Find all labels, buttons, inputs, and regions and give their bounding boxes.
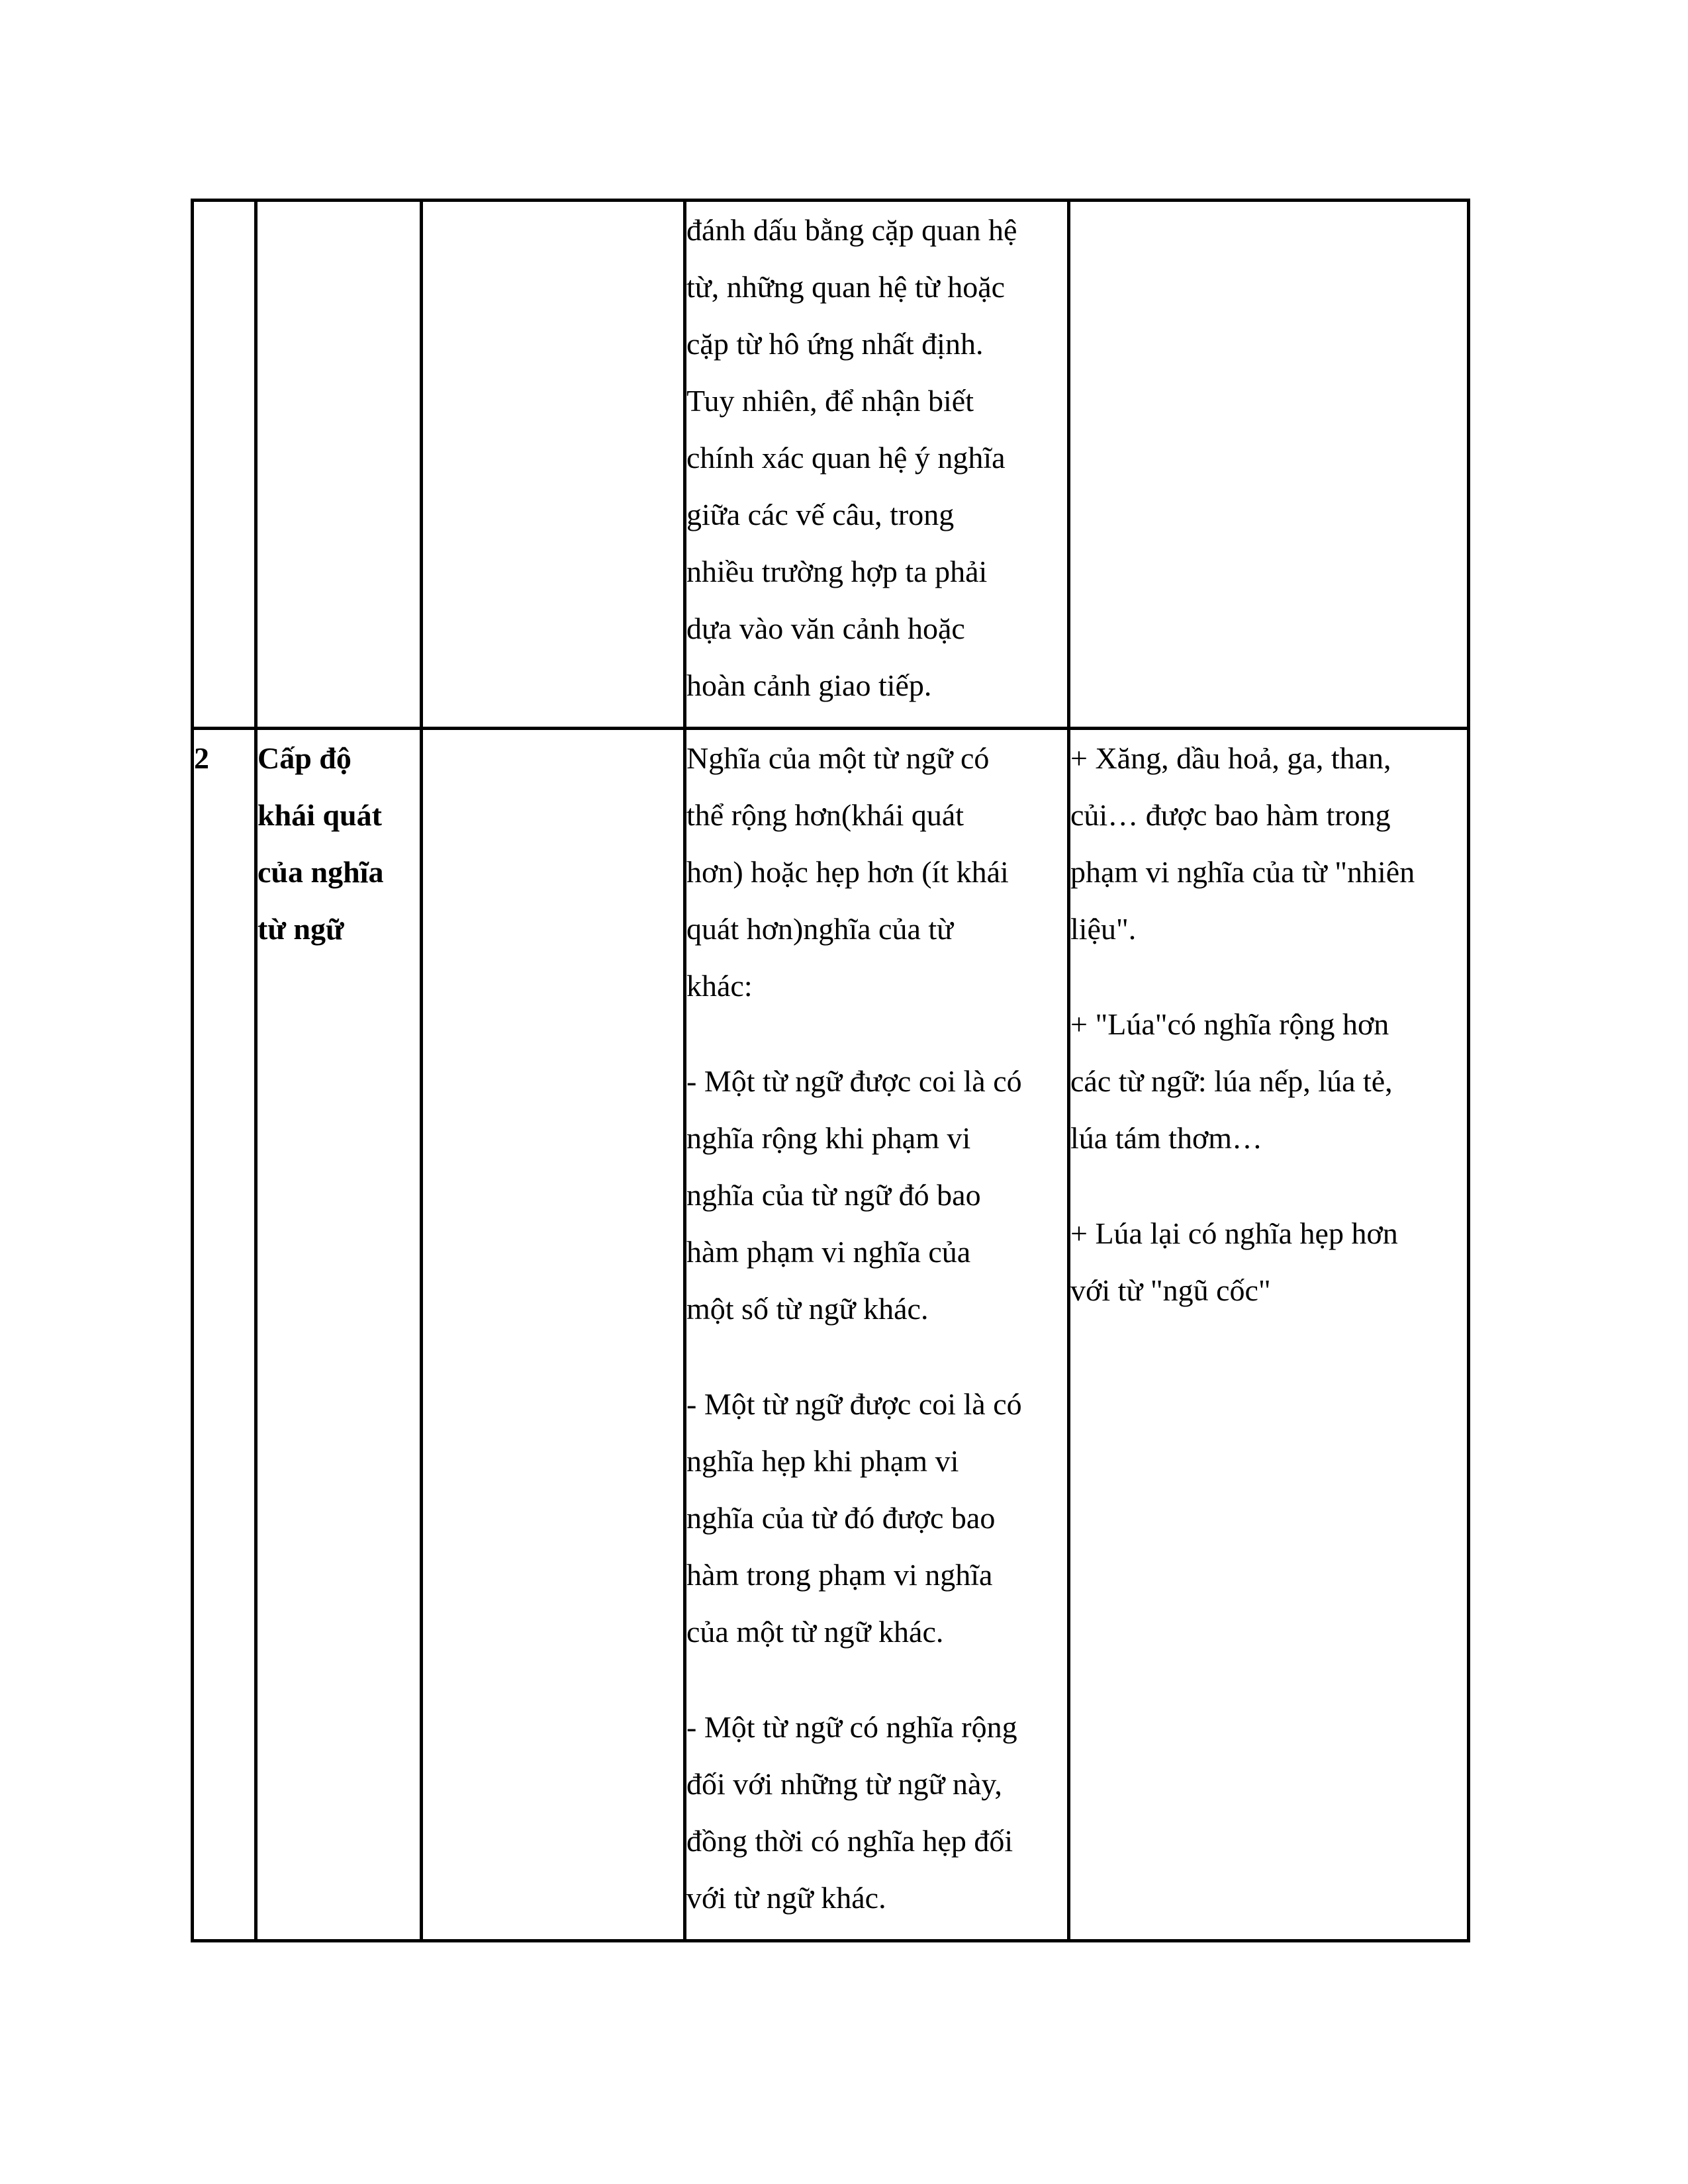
text-line: + "Lúa"có nghĩa rộng hơn bbox=[1070, 1007, 1389, 1041]
text-line: phạm vi nghĩa của từ "nhiên bbox=[1070, 855, 1415, 889]
text-line: cặp từ hô ứng nhất định. bbox=[686, 327, 984, 361]
text-line: thể rộng hơn(khái quát bbox=[686, 798, 964, 832]
text-line: dựa vào văn cảnh hoặc bbox=[686, 612, 965, 645]
text-line: với từ ngữ khác. bbox=[686, 1881, 886, 1915]
number-cell bbox=[193, 729, 256, 1941]
text-line: các từ ngữ: lúa nếp, lúa tẻ, bbox=[1070, 1064, 1393, 1098]
text-line: nghĩa của từ ngữ đó bao bbox=[686, 1178, 981, 1212]
term-cell bbox=[256, 729, 422, 1941]
text-line: một số từ ngữ khác. bbox=[686, 1292, 929, 1326]
text-line: hàm phạm vi nghĩa của bbox=[686, 1235, 971, 1269]
text-line: của một từ ngữ khác. bbox=[686, 1615, 944, 1649]
text-line: nghĩa rộng khi phạm vi bbox=[686, 1121, 971, 1155]
text-line: đồng thời có nghĩa hẹp đối bbox=[686, 1824, 1013, 1858]
example-cell bbox=[1069, 729, 1469, 1941]
blank-cell bbox=[422, 729, 685, 1941]
text-line: giữa các vế câu, trong bbox=[686, 498, 955, 531]
text-line: với từ "ngũ cốc" bbox=[1070, 1273, 1271, 1307]
text-line: đánh dấu bằng cặp quan hệ bbox=[686, 213, 1017, 247]
text-line: liệu". bbox=[1070, 912, 1137, 946]
text-line: hàm trong phạm vi nghĩa bbox=[686, 1558, 993, 1592]
text-line: + Lúa lại có nghĩa hẹp hơn bbox=[1070, 1216, 1398, 1250]
text-line: nghĩa hẹp khi phạm vi bbox=[686, 1444, 959, 1478]
text-line: Tuy nhiên, để nhận biết bbox=[686, 384, 974, 418]
term-line: Cấp độ bbox=[258, 741, 352, 775]
blank-cell bbox=[422, 201, 685, 729]
text-line: củi… được bao hàm trong bbox=[1070, 798, 1391, 832]
text-line: - Một từ ngữ được coi là có bbox=[686, 1387, 1022, 1421]
text-line: chính xác quan hệ ý nghĩa bbox=[686, 441, 1006, 475]
table-row-continued bbox=[193, 201, 1469, 729]
text-line: Nghĩa của một từ ngữ có bbox=[686, 741, 990, 775]
text-line: - Một từ ngữ được coi là có bbox=[686, 1064, 1022, 1098]
explanation-cell bbox=[685, 201, 1069, 729]
explanation-cell bbox=[685, 729, 1069, 1941]
text-line: hoàn cảnh giao tiếp. bbox=[686, 668, 932, 702]
vocabulary-table bbox=[191, 199, 1470, 1942]
text-line: hơn) hoặc hẹp hơn (ít khái bbox=[686, 855, 1009, 889]
text-line: quát hơn)nghĩa của từ bbox=[686, 912, 954, 946]
text-line: - Một từ ngữ có nghĩa rộng bbox=[686, 1710, 1017, 1744]
text-line: khác: bbox=[686, 969, 753, 1003]
term-line: từ ngữ bbox=[258, 912, 344, 946]
explanation-paragraph bbox=[686, 1053, 1067, 1338]
term-line: của nghĩa bbox=[258, 855, 384, 889]
example-paragraph bbox=[1070, 730, 1467, 958]
explanation-paragraph bbox=[686, 1699, 1067, 1927]
term-cell bbox=[256, 201, 422, 729]
text-line: nghĩa của từ đó được bao bbox=[686, 1501, 996, 1535]
text-line: lúa tám thơm… bbox=[1070, 1121, 1263, 1155]
table-row-2 bbox=[193, 729, 1469, 1941]
number-cell bbox=[193, 201, 256, 729]
example-paragraph bbox=[1070, 996, 1467, 1167]
example-cell bbox=[1069, 201, 1469, 729]
text-line: nhiều trường hợp ta phải bbox=[686, 555, 988, 588]
explanation-paragraph bbox=[686, 730, 1067, 1015]
explanation-text bbox=[686, 202, 1067, 714]
term-line: khái quát bbox=[258, 798, 382, 832]
explanation-paragraph bbox=[686, 1376, 1067, 1661]
text-line: + Xăng, dầu hoả, ga, than, bbox=[1070, 741, 1391, 775]
row-number: 2 bbox=[194, 741, 209, 775]
text-line: đối với những từ ngữ này, bbox=[686, 1767, 1002, 1801]
example-paragraph bbox=[1070, 1205, 1467, 1319]
text-line: từ, những quan hệ từ hoặc bbox=[686, 270, 1006, 304]
